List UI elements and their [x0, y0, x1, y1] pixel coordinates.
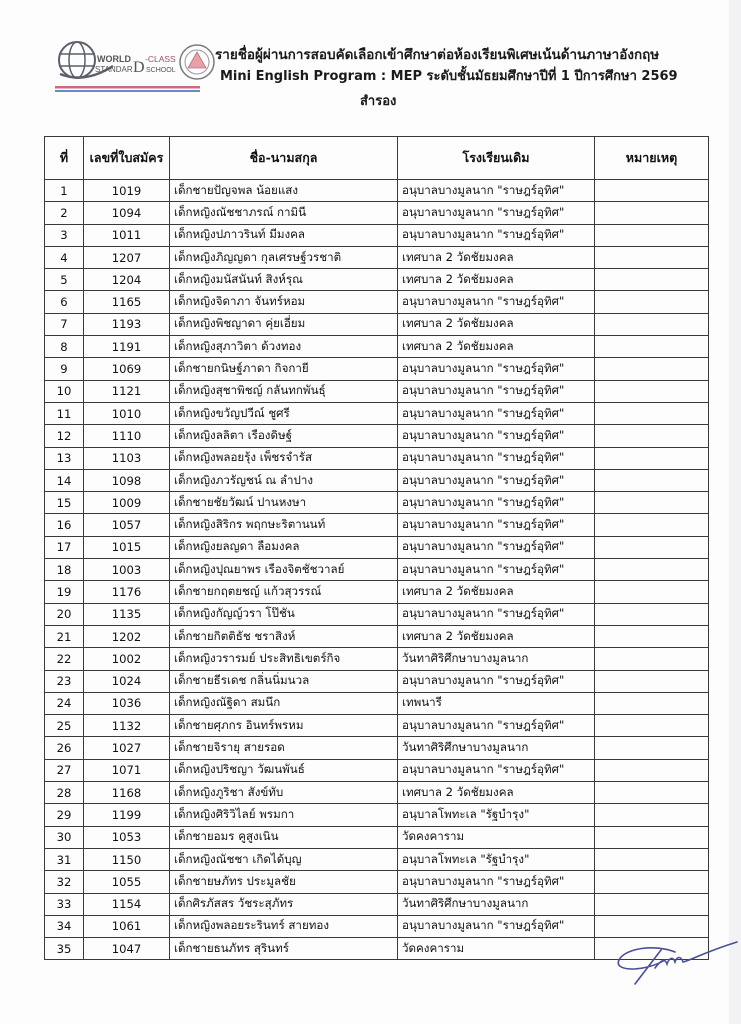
table-row	[45, 425, 709, 447]
student-name: เด็กศิรภัสสร วัชระสุภัทร	[170, 893, 398, 915]
table-row	[45, 625, 709, 647]
student-name: เด็กหญิงปริชญา วัฒนพันธ์	[170, 759, 398, 781]
table-row	[45, 380, 709, 402]
row-number: 29	[45, 804, 84, 826]
remark	[595, 180, 709, 202]
table-row	[45, 782, 709, 804]
table-row	[45, 581, 709, 603]
student-name: เด็กหญิงสุภาวิตา ด้วงทอง	[170, 336, 398, 358]
row-number: 12	[45, 425, 84, 447]
student-name: เด็กหญิงมนัสนันท์ สิงห์รุณ	[170, 269, 398, 291]
application-number: 1103	[84, 447, 170, 469]
previous-school: เทศบาล 2 วัดชัยมงคล	[398, 246, 595, 268]
application-number: 1154	[84, 893, 170, 915]
application-number: 1207	[84, 246, 170, 268]
remark	[595, 871, 709, 893]
remark	[595, 625, 709, 647]
student-name: เด็กหญิงพลอยระรินทร์ สายทอง	[170, 915, 398, 937]
table-body	[45, 180, 709, 960]
application-number: 1110	[84, 425, 170, 447]
remark	[595, 202, 709, 224]
student-name: เด็กชายกิตติธัช ชราสิงห์	[170, 625, 398, 647]
application-number: 1071	[84, 759, 170, 781]
row-number: 35	[45, 938, 84, 960]
row-number: 5	[45, 269, 84, 291]
column-header-note: หมายเหตุ	[595, 137, 709, 180]
row-number: 25	[45, 715, 84, 737]
previous-school: อนุบาลบางมูลนาก "ราษฎร์อุทิศ"	[398, 180, 595, 202]
table-row	[45, 759, 709, 781]
application-number: 1176	[84, 581, 170, 603]
application-number: 1061	[84, 915, 170, 937]
student-name: เด็กหญิงภูริชา สังข์ทับ	[170, 782, 398, 804]
student-name: เด็กหญิงณัชชา เกิดได้บุญ	[170, 848, 398, 870]
application-number: 1135	[84, 603, 170, 625]
row-number: 21	[45, 625, 84, 647]
student-list-table	[44, 136, 709, 960]
row-number: 3	[45, 224, 84, 246]
application-number: 1150	[84, 848, 170, 870]
remark	[595, 402, 709, 424]
previous-school: วัดคงคาราม	[398, 826, 595, 848]
application-number: 1010	[84, 402, 170, 424]
previous-school: อนุบาลบางมูลนาก "ราษฎร์อุทิศ"	[398, 559, 595, 581]
student-name: เด็กชายศุภกร อินทร์พรหม	[170, 715, 398, 737]
table-row	[45, 648, 709, 670]
row-number: 22	[45, 648, 84, 670]
previous-school: วันทาศิริศึกษาบางมูลนาก	[398, 737, 595, 759]
signature-icon	[605, 938, 741, 998]
column-header-application-no: เลขที่ใบสมัคร	[84, 137, 170, 180]
previous-school: อนุบาลบางมูลนาก "ราษฎร์อุทิศ"	[398, 915, 595, 937]
application-number: 1121	[84, 380, 170, 402]
student-name: เด็กหญิงปภาวรินท์ มีมงคล	[170, 224, 398, 246]
row-number: 32	[45, 871, 84, 893]
remark	[595, 692, 709, 714]
column-header-name: ชื่อ-นามสกุล	[170, 137, 398, 180]
title-line-3: สำรอง	[360, 94, 397, 109]
svg-text:D: D	[133, 59, 145, 76]
row-number: 26	[45, 737, 84, 759]
application-number: 1027	[84, 737, 170, 759]
student-name: เด็กชายธีรเดช กลิ่นนิ่มนวล	[170, 670, 398, 692]
table-row	[45, 291, 709, 313]
table-row	[45, 246, 709, 268]
previous-school: อนุบาลโพทะเล "รัฐบำรุง"	[398, 848, 595, 870]
previous-school: เทพนารี	[398, 692, 595, 714]
row-number: 8	[45, 336, 84, 358]
remark	[595, 380, 709, 402]
application-number: 1069	[84, 358, 170, 380]
remark	[595, 291, 709, 313]
remark	[595, 313, 709, 335]
application-number: 1098	[84, 469, 170, 491]
previous-school: อนุบาลบางมูลนาก "ราษฎร์อุทิศ"	[398, 759, 595, 781]
table-row	[45, 514, 709, 536]
remark	[595, 559, 709, 581]
student-name: เด็กชายกฤตยชญ์ แก้วสุวรรณ์	[170, 581, 398, 603]
remark	[595, 514, 709, 536]
table-header-row	[45, 137, 709, 180]
remark	[595, 269, 709, 291]
remark	[595, 804, 709, 826]
student-name: เด็กหญิงณัฐิดา สมนึก	[170, 692, 398, 714]
table-row	[45, 804, 709, 826]
previous-school: อนุบาลบางมูลนาก "ราษฎร์อุทิศ"	[398, 291, 595, 313]
school-logo	[55, 38, 220, 98]
student-name: เด็กชายชัยวัฒน์ ปานหงษา	[170, 492, 398, 514]
application-number: 1168	[84, 782, 170, 804]
table-row	[45, 336, 709, 358]
remark	[595, 715, 709, 737]
remark	[595, 246, 709, 268]
previous-school: อนุบาลบางมูลนาก "ราษฎร์อุทิศ"	[398, 224, 595, 246]
student-name: เด็กชายปัญจพล น้อยแสง	[170, 180, 398, 202]
table-row	[45, 826, 709, 848]
row-number: 9	[45, 358, 84, 380]
previous-school: อนุบาลบางมูลนาก "ราษฎร์อุทิศ"	[398, 447, 595, 469]
row-number: 28	[45, 782, 84, 804]
remark	[595, 759, 709, 781]
previous-school: เทศบาล 2 วัดชัยมงคล	[398, 269, 595, 291]
previous-school: อนุบาลบางมูลนาก "ราษฎร์อุทิศ"	[398, 425, 595, 447]
student-name: เด็กหญิงสุชาพิชญ์ กลันทกพันธุ์	[170, 380, 398, 402]
previous-school: เทศบาล 2 วัดชัยมงคล	[398, 581, 595, 603]
remark	[595, 447, 709, 469]
student-name: เด็กชายษภัทร ประมูลชัย	[170, 871, 398, 893]
row-number: 7	[45, 313, 84, 335]
application-number: 1024	[84, 670, 170, 692]
application-number: 1202	[84, 625, 170, 647]
application-number: 1132	[84, 715, 170, 737]
previous-school: อนุบาลบางมูลนาก "ราษฎร์อุทิศ"	[398, 871, 595, 893]
application-number: 1047	[84, 938, 170, 960]
table-row	[45, 737, 709, 759]
previous-school: อนุบาลบางมูลนาก "ราษฎร์อุทิศ"	[398, 358, 595, 380]
student-name: เด็กหญิงศิริวิไลย์ พรมกา	[170, 804, 398, 826]
row-number: 30	[45, 826, 84, 848]
application-number: 1015	[84, 536, 170, 558]
remark	[595, 536, 709, 558]
remark	[595, 425, 709, 447]
previous-school: วัดคงคาราม	[398, 938, 595, 960]
row-number: 13	[45, 447, 84, 469]
application-number: 1019	[84, 180, 170, 202]
row-number: 11	[45, 402, 84, 424]
svg-text:STANDAR: STANDAR	[95, 65, 133, 74]
application-number: 1002	[84, 648, 170, 670]
row-number: 6	[45, 291, 84, 313]
student-name: เด็กชายอมร คูสูงเนิน	[170, 826, 398, 848]
previous-school: อนุบาลโพทะเล "รัฐบำรุง"	[398, 804, 595, 826]
student-name: เด็กหญิงพิชญาดา คุ่ยเอี่ยม	[170, 313, 398, 335]
table-row	[45, 692, 709, 714]
student-name: เด็กหญิงกัญญ์วรา โป๊ชัน	[170, 603, 398, 625]
previous-school: เทศบาล 2 วัดชัยมงคล	[398, 336, 595, 358]
row-number: 19	[45, 581, 84, 603]
table-row	[45, 358, 709, 380]
table-row	[45, 715, 709, 737]
remark	[595, 581, 709, 603]
application-number: 1165	[84, 291, 170, 313]
row-number: 17	[45, 536, 84, 558]
previous-school: อนุบาลบางมูลนาก "ราษฎร์อุทิศ"	[398, 492, 595, 514]
application-number: 1204	[84, 269, 170, 291]
previous-school: อนุบาลบางมูลนาก "ราษฎร์อุทิศ"	[398, 715, 595, 737]
student-name: เด็กหญิงภิญญดา กุลเศรษฐ์วรชาติ	[170, 246, 398, 268]
application-number: 1009	[84, 492, 170, 514]
application-number: 1057	[84, 514, 170, 536]
application-number: 1193	[84, 313, 170, 335]
row-number: 1	[45, 180, 84, 202]
row-number: 20	[45, 603, 84, 625]
remark	[595, 737, 709, 759]
column-header-school: โรงเรียนเดิม	[398, 137, 595, 180]
application-number: 1003	[84, 559, 170, 581]
remark	[595, 826, 709, 848]
student-name: เด็กหญิงลลิตา เรืองดิษฐ์	[170, 425, 398, 447]
row-number: 24	[45, 692, 84, 714]
page-edge	[729, 0, 741, 1024]
row-number: 33	[45, 893, 84, 915]
svg-text:WORLD: WORLD	[97, 54, 131, 64]
application-number: 1011	[84, 224, 170, 246]
remark	[595, 648, 709, 670]
row-number: 34	[45, 915, 84, 937]
student-name: เด็กหญิงยลญดา ลือมงคล	[170, 536, 398, 558]
student-name: เด็กหญิงขวัญปวีณ์ ชูศรี	[170, 402, 398, 424]
title-line-2: Mini English Program : MEP ระดับชั้นมัธยมศึกษาปีที่ 1 ปีการศึกษา 2569	[220, 69, 678, 84]
student-name: เด็กหญิงพลอยรุ้ง เพ็ชรจำรัส	[170, 447, 398, 469]
application-number: 1199	[84, 804, 170, 826]
row-number: 15	[45, 492, 84, 514]
student-name: เด็กหญิงปุณยาพร เรืองจิตชัชวาลย์	[170, 559, 398, 581]
table-row	[45, 603, 709, 625]
column-header-no: ที่	[45, 137, 84, 180]
row-number: 16	[45, 514, 84, 536]
student-name: เด็กหญิงวรารมย์ ประสิทธิเขตร์กิจ	[170, 648, 398, 670]
student-name: เด็กหญิงภวรัญชน์ ณ ลำปาง	[170, 469, 398, 491]
title-line-1: รายชื่อผู้ผ่านการสอบคัดเลือกเข้าศึกษาต่อห้องเรียนพิเศษเน้นด้านภาษาอังกฤษ	[215, 47, 660, 63]
table-row	[45, 670, 709, 692]
row-number: 4	[45, 246, 84, 268]
globe-icon	[55, 38, 220, 98]
previous-school: อนุบาลบางมูลนาก "ราษฎร์อุทิศ"	[398, 670, 595, 692]
student-name: เด็กชายจิรายุ สายรอด	[170, 737, 398, 759]
previous-school: อนุบาลบางมูลนาก "ราษฎร์อุทิศ"	[398, 536, 595, 558]
remark	[595, 782, 709, 804]
remark	[595, 893, 709, 915]
previous-school: อนุบาลบางมูลนาก "ราษฎร์อุทิศ"	[398, 202, 595, 224]
remark	[595, 915, 709, 937]
table-row	[45, 893, 709, 915]
table-row	[45, 469, 709, 491]
student-name: เด็กหญิงณัชชาภรณ์ กามินี	[170, 202, 398, 224]
table-row	[45, 202, 709, 224]
previous-school: วันทาศิริศึกษาบางมูลนาก	[398, 648, 595, 670]
application-number: 1053	[84, 826, 170, 848]
table-row	[45, 848, 709, 870]
application-number: 1191	[84, 336, 170, 358]
table-row	[45, 180, 709, 202]
student-name: เด็กชายธนภัทร สุรินทร์	[170, 938, 398, 960]
student-name: เด็กหญิงสิริกร พฤกษะริตานนท์	[170, 514, 398, 536]
table-row	[45, 224, 709, 246]
table-row	[45, 402, 709, 424]
student-name: เด็กชายกนิษฐ์ภาดา กิจกายี	[170, 358, 398, 380]
table-row	[45, 559, 709, 581]
student-name: เด็กหญิงจิดาภา จันทร์หอม	[170, 291, 398, 313]
previous-school: เทศบาล 2 วัดชัยมงคล	[398, 313, 595, 335]
previous-school: เทศบาล 2 วัดชัยมงคล	[398, 782, 595, 804]
remark	[595, 492, 709, 514]
previous-school: วันทาศิริศึกษาบางมูลนาก	[398, 893, 595, 915]
remark	[595, 224, 709, 246]
table-row	[45, 313, 709, 335]
row-number: 10	[45, 380, 84, 402]
application-number: 1094	[84, 202, 170, 224]
row-number: 31	[45, 848, 84, 870]
application-number: 1055	[84, 871, 170, 893]
previous-school: อนุบาลบางมูลนาก "ราษฎร์อุทิศ"	[398, 603, 595, 625]
remark	[595, 358, 709, 380]
row-number: 18	[45, 559, 84, 581]
table-row	[45, 915, 709, 937]
previous-school: อนุบาลบางมูลนาก "ราษฎร์อุทิศ"	[398, 469, 595, 491]
svg-text:SCHOOL: SCHOOL	[146, 67, 176, 74]
table-row	[45, 536, 709, 558]
remark	[595, 469, 709, 491]
remark	[595, 670, 709, 692]
previous-school: อนุบาลบางมูลนาก "ราษฎร์อุทิศ"	[398, 514, 595, 536]
row-number: 23	[45, 670, 84, 692]
row-number: 2	[45, 202, 84, 224]
table-row	[45, 871, 709, 893]
table-row	[45, 269, 709, 291]
table-row	[45, 492, 709, 514]
row-number: 27	[45, 759, 84, 781]
remark	[595, 336, 709, 358]
application-number: 1036	[84, 692, 170, 714]
previous-school: อนุบาลบางมูลนาก "ราษฎร์อุทิศ"	[398, 402, 595, 424]
previous-school: เทศบาล 2 วัดชัยมงคล	[398, 625, 595, 647]
svg-text:-CLASS: -CLASS	[145, 54, 176, 64]
row-number: 14	[45, 469, 84, 491]
remark	[595, 603, 709, 625]
table-row	[45, 447, 709, 469]
previous-school: อนุบาลบางมูลนาก "ราษฎร์อุทิศ"	[398, 380, 595, 402]
remark	[595, 848, 709, 870]
